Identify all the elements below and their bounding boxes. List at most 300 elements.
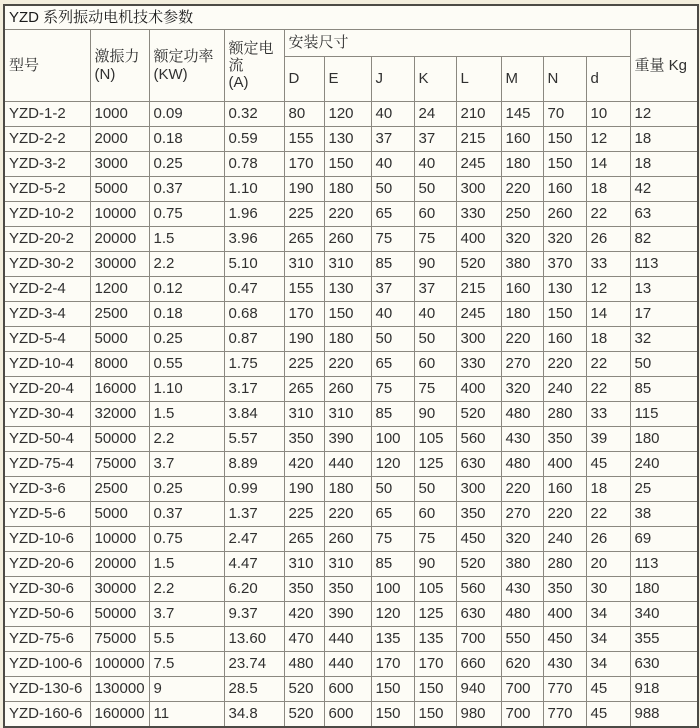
value-cell: 420 — [284, 452, 324, 477]
rated-power-unit: (KW) — [153, 65, 188, 83]
value-cell: 2.47 — [224, 527, 284, 552]
value-cell: 210 — [456, 102, 501, 127]
value-cell: 220 — [324, 352, 371, 377]
value-cell: 265 — [284, 527, 324, 552]
value-cell: 5000 — [90, 327, 149, 352]
value-cell: 50 — [630, 352, 698, 377]
value-cell: 220 — [543, 352, 586, 377]
value-cell: 265 — [284, 377, 324, 402]
value-cell: 0.68 — [224, 302, 284, 327]
value-cell: 50 — [371, 177, 414, 202]
value-cell: 450 — [543, 627, 586, 652]
value-cell: 50000 — [90, 602, 149, 627]
value-cell: 2500 — [90, 302, 149, 327]
col-header-dim-d: d — [586, 57, 630, 102]
value-cell: 520 — [456, 402, 501, 427]
value-cell: 245 — [456, 302, 501, 327]
value-cell: 40 — [371, 302, 414, 327]
value-cell: 560 — [456, 577, 501, 602]
value-cell: 265 — [284, 227, 324, 252]
value-cell: 90 — [414, 252, 456, 277]
value-cell: 220 — [324, 202, 371, 227]
value-cell: 240 — [630, 452, 698, 477]
value-cell: 150 — [371, 677, 414, 702]
value-cell: 1.5 — [149, 552, 224, 577]
value-cell: 40 — [414, 302, 456, 327]
value-cell: 480 — [284, 652, 324, 677]
value-cell: 0.59 — [224, 127, 284, 152]
value-cell: 340 — [630, 602, 698, 627]
model-cell: YZD-130-6 — [4, 677, 90, 702]
table-row — [4, 577, 698, 602]
value-cell: 400 — [543, 452, 586, 477]
value-cell: 180 — [501, 302, 543, 327]
value-cell: 130 — [543, 277, 586, 302]
value-cell: 1.75 — [224, 352, 284, 377]
value-cell: 450 — [456, 527, 501, 552]
value-cell: 250 — [501, 202, 543, 227]
model-cell: YZD-10-4 — [4, 352, 90, 377]
value-cell: 39 — [586, 427, 630, 452]
table-row — [4, 177, 698, 202]
value-cell: 30000 — [90, 252, 149, 277]
table-row — [4, 652, 698, 677]
value-cell: 170 — [284, 152, 324, 177]
value-cell: 50 — [414, 327, 456, 352]
col-header-weight: 重量 Kg — [630, 30, 698, 102]
value-cell: 240 — [543, 377, 586, 402]
value-cell: 33 — [586, 402, 630, 427]
value-cell: 12 — [630, 102, 698, 127]
value-cell: 225 — [284, 502, 324, 527]
value-cell: 150 — [543, 127, 586, 152]
value-cell: 85 — [630, 377, 698, 402]
value-cell: 390 — [324, 427, 371, 452]
value-cell: 160 — [501, 127, 543, 152]
value-cell: 32 — [630, 327, 698, 352]
value-cell: 170 — [284, 302, 324, 327]
model-cell: YZD-2-2 — [4, 127, 90, 152]
value-cell: 50 — [371, 477, 414, 502]
value-cell: 660 — [456, 652, 501, 677]
value-cell: 22 — [586, 502, 630, 527]
table-row — [4, 402, 698, 427]
table-row — [4, 277, 698, 302]
value-cell: 18 — [630, 127, 698, 152]
value-cell: 37 — [414, 127, 456, 152]
value-cell: 32000 — [90, 402, 149, 427]
col-header-dim-D: D — [284, 57, 324, 102]
value-cell: 8.89 — [224, 452, 284, 477]
value-cell: 280 — [543, 402, 586, 427]
table-row — [4, 527, 698, 552]
value-cell: 34 — [586, 652, 630, 677]
value-cell: 75000 — [90, 452, 149, 477]
value-cell: 130 — [324, 277, 371, 302]
value-cell: 155 — [284, 127, 324, 152]
value-cell: 2000 — [90, 127, 149, 152]
value-cell: 90 — [414, 402, 456, 427]
col-header-dim-E: E — [324, 57, 371, 102]
value-cell: 113 — [630, 252, 698, 277]
table-row — [4, 127, 698, 152]
value-cell: 65 — [371, 202, 414, 227]
value-cell: 150 — [324, 302, 371, 327]
model-cell: YZD-30-4 — [4, 402, 90, 427]
value-cell: 45 — [586, 452, 630, 477]
value-cell: 700 — [501, 702, 543, 728]
value-cell: 40 — [371, 152, 414, 177]
model-cell: YZD-75-4 — [4, 452, 90, 477]
value-cell: 300 — [456, 327, 501, 352]
value-cell: 155 — [284, 277, 324, 302]
model-cell: YZD-50-6 — [4, 602, 90, 627]
value-cell: 440 — [324, 652, 371, 677]
value-cell: 18 — [586, 327, 630, 352]
value-cell: 130 — [324, 127, 371, 152]
value-cell: 135 — [371, 627, 414, 652]
value-cell: 45 — [586, 677, 630, 702]
value-cell: 25 — [630, 477, 698, 502]
value-cell: 125 — [414, 602, 456, 627]
value-cell: 390 — [324, 602, 371, 627]
value-cell: 220 — [324, 502, 371, 527]
value-cell: 0.99 — [224, 477, 284, 502]
value-cell: 220 — [501, 177, 543, 202]
value-cell: 150 — [414, 677, 456, 702]
value-cell: 150 — [324, 152, 371, 177]
value-cell: 75 — [414, 527, 456, 552]
col-header-excitation-force — [90, 30, 149, 102]
table-row — [4, 702, 698, 728]
value-cell: 190 — [284, 477, 324, 502]
value-cell: 85 — [371, 552, 414, 577]
value-cell: 150 — [543, 302, 586, 327]
value-cell: 5000 — [90, 502, 149, 527]
value-cell: 20000 — [90, 227, 149, 252]
value-cell: 918 — [630, 677, 698, 702]
model-cell: YZD-5-2 — [4, 177, 90, 202]
value-cell: 9 — [149, 677, 224, 702]
value-cell: 770 — [543, 677, 586, 702]
value-cell: 45 — [586, 702, 630, 728]
value-cell: 310 — [284, 552, 324, 577]
model-cell: YZD-1-2 — [4, 102, 90, 127]
value-cell: 145 — [501, 102, 543, 127]
value-cell: 350 — [456, 502, 501, 527]
value-cell: 150 — [414, 702, 456, 728]
value-cell: 215 — [456, 277, 501, 302]
value-cell: 20 — [586, 552, 630, 577]
value-cell: 420 — [284, 602, 324, 627]
table-row — [4, 627, 698, 652]
value-cell: 5000 — [90, 177, 149, 202]
col-header-rated-current — [224, 30, 284, 102]
value-cell: 13 — [630, 277, 698, 302]
value-cell: 120 — [324, 102, 371, 127]
value-cell: 11 — [149, 702, 224, 728]
value-cell: 0.18 — [149, 302, 224, 327]
value-cell: 18 — [586, 177, 630, 202]
table-row — [4, 677, 698, 702]
value-cell: 1.96 — [224, 202, 284, 227]
value-cell: 4.47 — [224, 552, 284, 577]
value-cell: 75 — [414, 377, 456, 402]
value-cell: 82 — [630, 227, 698, 252]
value-cell: 520 — [456, 252, 501, 277]
value-cell: 430 — [501, 427, 543, 452]
value-cell: 0.12 — [149, 277, 224, 302]
value-cell: 69 — [630, 527, 698, 552]
value-cell: 50 — [414, 177, 456, 202]
value-cell: 34 — [586, 627, 630, 652]
value-cell: 28.5 — [224, 677, 284, 702]
col-header-mounting-dimensions: 安装尺寸 — [284, 30, 630, 57]
value-cell: 20000 — [90, 552, 149, 577]
col-header-dim-K: K — [414, 57, 456, 102]
value-cell: 1.10 — [224, 177, 284, 202]
value-cell: 310 — [284, 402, 324, 427]
table-row — [4, 502, 698, 527]
value-cell: 700 — [501, 677, 543, 702]
model-cell: YZD-10-2 — [4, 202, 90, 227]
rated-current-unit: (A) — [228, 74, 249, 92]
value-cell: 18 — [586, 477, 630, 502]
value-cell: 13.60 — [224, 627, 284, 652]
value-cell: 220 — [501, 327, 543, 352]
value-cell: 225 — [284, 352, 324, 377]
table-row — [4, 377, 698, 402]
model-cell: YZD-30-6 — [4, 577, 90, 602]
value-cell: 3.84 — [224, 402, 284, 427]
value-cell: 10 — [586, 102, 630, 127]
value-cell: 34.8 — [224, 702, 284, 728]
value-cell: 24 — [414, 102, 456, 127]
value-cell: 100000 — [90, 652, 149, 677]
value-cell: 940 — [456, 677, 501, 702]
value-cell: 190 — [284, 327, 324, 352]
value-cell: 320 — [501, 527, 543, 552]
value-cell: 22 — [586, 202, 630, 227]
table-row — [4, 252, 698, 277]
value-cell: 220 — [501, 477, 543, 502]
model-cell: YZD-3-2 — [4, 152, 90, 177]
table-row — [4, 302, 698, 327]
value-cell: 320 — [501, 377, 543, 402]
table-row — [4, 152, 698, 177]
value-cell: 100 — [371, 427, 414, 452]
value-cell: 0.75 — [149, 202, 224, 227]
model-cell: YZD-20-6 — [4, 552, 90, 577]
spec-table — [3, 4, 699, 728]
model-cell: YZD-160-6 — [4, 702, 90, 728]
col-header-dim-N: N — [543, 57, 586, 102]
value-cell: 14 — [586, 302, 630, 327]
table-row — [4, 327, 698, 352]
value-cell: 34 — [586, 602, 630, 627]
value-cell: 320 — [543, 227, 586, 252]
col-header-dim-M: M — [501, 57, 543, 102]
value-cell: 630 — [456, 452, 501, 477]
value-cell: 170 — [414, 652, 456, 677]
value-cell: 75 — [414, 227, 456, 252]
table-row — [4, 452, 698, 477]
value-cell: 50000 — [90, 427, 149, 452]
value-cell: 37 — [371, 127, 414, 152]
value-cell: 350 — [543, 427, 586, 452]
table-row — [4, 477, 698, 502]
value-cell: 65 — [371, 352, 414, 377]
value-cell: 42 — [630, 177, 698, 202]
col-header-dim-J: J — [371, 57, 414, 102]
value-cell: 2.2 — [149, 427, 224, 452]
value-cell: 160000 — [90, 702, 149, 728]
value-cell: 12 — [586, 277, 630, 302]
value-cell: 400 — [456, 377, 501, 402]
value-cell: 1.37 — [224, 502, 284, 527]
table-body — [4, 102, 698, 728]
value-cell: 5.10 — [224, 252, 284, 277]
col-header-dim-L: L — [456, 57, 501, 102]
value-cell: 225 — [284, 202, 324, 227]
col-header-model: 型号 — [4, 30, 90, 102]
value-cell: 16000 — [90, 377, 149, 402]
value-cell: 260 — [324, 227, 371, 252]
value-cell: 85 — [371, 402, 414, 427]
value-cell: 520 — [284, 677, 324, 702]
value-cell: 3.96 — [224, 227, 284, 252]
value-cell: 350 — [324, 577, 371, 602]
value-cell: 310 — [324, 402, 371, 427]
model-cell: YZD-75-6 — [4, 627, 90, 652]
model-cell: YZD-5-6 — [4, 502, 90, 527]
value-cell: 1200 — [90, 277, 149, 302]
value-cell: 300 — [456, 177, 501, 202]
value-cell: 75 — [371, 227, 414, 252]
value-cell: 105 — [414, 577, 456, 602]
value-cell: 0.37 — [149, 177, 224, 202]
value-cell: 9.37 — [224, 602, 284, 627]
value-cell: 440 — [324, 452, 371, 477]
value-cell: 380 — [501, 552, 543, 577]
value-cell: 3.17 — [224, 377, 284, 402]
model-cell: YZD-5-4 — [4, 327, 90, 352]
value-cell: 350 — [543, 577, 586, 602]
value-cell: 14 — [586, 152, 630, 177]
value-cell: 310 — [324, 552, 371, 577]
value-cell: 26 — [586, 227, 630, 252]
col-header-rated-power — [149, 30, 224, 102]
value-cell: 1.5 — [149, 402, 224, 427]
value-cell: 0.87 — [224, 327, 284, 352]
value-cell: 33 — [586, 252, 630, 277]
value-cell: 6.20 — [224, 577, 284, 602]
value-cell: 75 — [371, 527, 414, 552]
table-row — [4, 602, 698, 627]
value-cell: 520 — [456, 552, 501, 577]
value-cell: 370 — [543, 252, 586, 277]
value-cell: 245 — [456, 152, 501, 177]
value-cell: 280 — [543, 552, 586, 577]
value-cell: 0.09 — [149, 102, 224, 127]
value-cell: 440 — [324, 627, 371, 652]
value-cell: 770 — [543, 702, 586, 728]
value-cell: 18 — [630, 152, 698, 177]
value-cell: 355 — [630, 627, 698, 652]
header-row-top — [4, 30, 698, 57]
value-cell: 26 — [586, 527, 630, 552]
value-cell: 630 — [456, 602, 501, 627]
value-cell: 0.25 — [149, 327, 224, 352]
model-cell: YZD-2-4 — [4, 277, 90, 302]
value-cell: 470 — [284, 627, 324, 652]
value-cell: 180 — [324, 477, 371, 502]
value-cell: 620 — [501, 652, 543, 677]
value-cell: 630 — [630, 652, 698, 677]
value-cell: 240 — [543, 527, 586, 552]
value-cell: 400 — [543, 602, 586, 627]
value-cell: 10000 — [90, 202, 149, 227]
value-cell: 0.75 — [149, 527, 224, 552]
value-cell: 160 — [543, 477, 586, 502]
value-cell: 5.57 — [224, 427, 284, 452]
value-cell: 80 — [284, 102, 324, 127]
value-cell: 38 — [630, 502, 698, 527]
value-cell: 75000 — [90, 627, 149, 652]
value-cell: 190 — [284, 177, 324, 202]
model-cell: YZD-20-2 — [4, 227, 90, 252]
value-cell: 0.47 — [224, 277, 284, 302]
value-cell: 988 — [630, 702, 698, 728]
value-cell: 125 — [414, 452, 456, 477]
value-cell: 50 — [371, 327, 414, 352]
value-cell: 270 — [501, 502, 543, 527]
value-cell: 0.78 — [224, 152, 284, 177]
model-cell: YZD-100-6 — [4, 652, 90, 677]
value-cell: 8000 — [90, 352, 149, 377]
table-row — [4, 427, 698, 452]
value-cell: 180 — [501, 152, 543, 177]
value-cell: 160 — [543, 327, 586, 352]
value-cell: 0.25 — [149, 477, 224, 502]
value-cell: 180 — [324, 327, 371, 352]
value-cell: 22 — [586, 377, 630, 402]
value-cell: 480 — [501, 402, 543, 427]
value-cell: 37 — [414, 277, 456, 302]
model-cell: YZD-3-6 — [4, 477, 90, 502]
value-cell: 120 — [371, 602, 414, 627]
value-cell: 40 — [414, 152, 456, 177]
value-cell: 10000 — [90, 527, 149, 552]
value-cell: 980 — [456, 702, 501, 728]
excitation-force-unit: (N) — [94, 65, 116, 83]
value-cell: 480 — [501, 602, 543, 627]
value-cell: 215 — [456, 127, 501, 152]
value-cell: 2.2 — [149, 252, 224, 277]
value-cell: 550 — [501, 627, 543, 652]
value-cell: 60 — [414, 502, 456, 527]
value-cell: 560 — [456, 427, 501, 452]
model-cell: YZD-10-6 — [4, 527, 90, 552]
value-cell: 2.2 — [149, 577, 224, 602]
value-cell: 115 — [630, 402, 698, 427]
table-row — [4, 202, 698, 227]
excitation-force-label: 激振力 — [94, 48, 140, 66]
value-cell: 150 — [371, 702, 414, 728]
value-cell: 180 — [630, 427, 698, 452]
value-cell: 65 — [371, 502, 414, 527]
value-cell: 0.37 — [149, 502, 224, 527]
